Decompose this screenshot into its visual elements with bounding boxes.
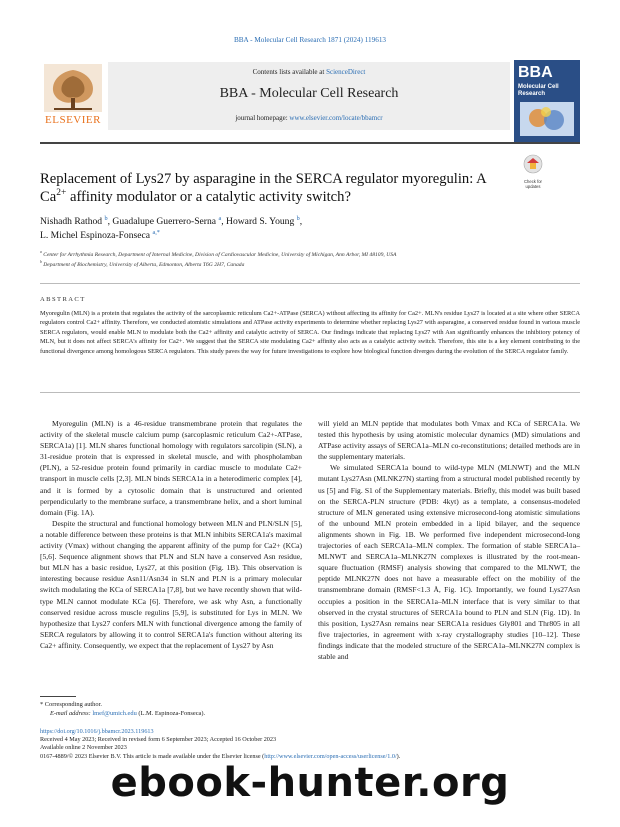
author-list xyxy=(40,215,520,243)
doi-link[interactable]: https://doi.org/10.1016/j.bbamcr.2023.119613 xyxy=(40,728,154,735)
elsevier-wordmark: ELSEVIER xyxy=(45,114,101,126)
affiliation-b-text: Department of Biochemistry, University of Alberta, Edmonton, Alberta T6G 2H7, Canada xyxy=(43,262,245,268)
license-link[interactable]: http://www.elsevier.com/open-access/userlicense/1.0/ xyxy=(264,752,397,760)
cover-subtitle-line1: Molecular Cell xyxy=(518,84,559,90)
email-note xyxy=(50,710,350,717)
body-paragraph: We simulated SERCA1a bound to wild-type MLN (MLNWT) and the MLN mutant Lys27Asn (MLNK27N) starting from a structural model published recently by us [5] and Fig. S1 of the Supplementary materials. Briefly, this model was built based on the SERCA-PLN structure (PDB: 4kyt) as a template, a consensus-modeled structure of MLN generated using extensive microsecond-long atomistic simulations of the unbound MLN protein embedded in a lipid bilayer, and the sequence alignments shown in Fig. 1B. We performed five independent microsecond-long trajectories of each SERCA1a–MLN complex. The formation of stable SERCA1a–MLNWT and SERCA1a–MLNK27N complexes is illustrated by the root-mean-square fluctuation (RMSF) analysis showing that compared to the MLNWT, the peptide MLNK27N does not have a measurable effect on the mobility of the transmembrane domain (RMSF<1.3 Å, Fig. 1C). Importantly, we found Lys27Asn occupies a position in the SERCA1a–MLN interface that is very similar to that observed in the crystal structures of SERCA1a bound to PLN and SLN (Fig. 1D). In this position, Lys27Asn remains near SERCA1a residues Gly801 and Thr805 in all five trajectories, in agreement with x-ray crystallography studies [10–12]. These findings indicate that the modeled structure of the SERCA1a–MLNK27N complex is stable and xyxy=(318,463,580,661)
sciencedirect-link[interactable]: ScienceDirect xyxy=(326,68,366,76)
author-affil-mark[interactable]: b xyxy=(104,214,108,222)
abstract-bottom-rule xyxy=(40,392,580,393)
title-ca-charge: 2+ xyxy=(56,188,67,199)
title-ca: Ca xyxy=(40,189,57,205)
author-name[interactable]: Howard S. Young xyxy=(226,216,295,227)
email-link[interactable]: lmef@umich.edu xyxy=(92,710,137,717)
authors-line-2 xyxy=(40,229,520,243)
author-name[interactable]: L. Michel Espinoza-Fonseca xyxy=(40,230,151,241)
abstract-text: Myoregulin (MLN) is a protein that regulates the activity of the sarcoplasmic reticulum Ca2+-ATPase (SERCA) without affecting its affinity for Ca2+. MLN's residue Lys27 is located at a site where other SERCA regulators control Ca2+ affinity. Therefore, we conducted atomistic simulations and ATPase activity experiments to determine whether replacing Lys27 with asparagine, a conserved residue found in various muscle SERCA regulators, would enable MLN to modulate both the Ca2+ affinity and catalytic activity of SERCA. Our findings indicate that replacing Lys27 with Asn significantly enhances the inhibitory potency of MLN, but it does not affect SERCA's affinity for Ca2+. We suggest that the SERCA site modulating Ca2+ affinity also acts as a catalytic activity switch. Therefore, this site is a key element contributing to the functional divergence among homologous SERCA regulators. This study paves the way for future investigations to explore how biological function diverges during the evolution of the SERCA regulator family. xyxy=(40,310,580,355)
license-prefix: 0167-4889/© 2023 Elsevier B.V. This article is made available under the Elsevier license ( xyxy=(40,752,265,760)
body-paragraph: Myoregulin (MLN) is a 46-residue transmembrane protein that regulates the activity of the skeletal muscle calcium pump (sarcoplasmic reticulum Ca2+-ATPase, SERCA1a) [1]. MLN shares functional homology with regulators sarcolipin (SLN), a 31-residue protein that is expressed in skeletal muscle, and with phospholamban (PLN), a 52-residue protein found primarily in cardiac muscle to modulate Ca2+ transport in muscle cells [2,3]. MLN binds SERCA1a in a heterodimeric complex [4], and it is formed by a cytosolic domain that is unstructured and oriented perpendicularly to the membrane surface, a transmembrane helix, and a short luminal domain (Fig. 1A). xyxy=(40,419,302,517)
homepage-link[interactable]: www.elsevier.com/locate/bbamcr xyxy=(289,114,383,122)
journal-name: BBA - Molecular Cell Research xyxy=(219,86,399,101)
affiliation-b: $^b$ Department of Biochemistry, University of Alberta, Edmonton, Alberta T6G 2H7, Canada xyxy=(40,260,245,268)
running-head[interactable]: BBA - Molecular Cell Research 1871 (2024) 119613 xyxy=(233,36,387,44)
title-line-2 xyxy=(40,188,510,206)
body-column-right xyxy=(318,418,580,662)
body-paragraph: Despite the structural and functional homology between MLN and PLN/SLN [5], a notable difference between these proteins is that MLN inhibits SERCA1a's maximal activity (Vmax) without changing the apparent affinity of the pump for Ca2+ (KCa) [5,6]. Sequence alignment shows that PLN and SLN have a conserved Asn residue, but MLN has a basic residue, Lys27, at this position (Fig. 1B). This observation is interesting because residue Asn11/Asn34 in SLN and PLN is a primary molecular switch modulating the KCa of SERCA1a [7,8], but we have recently shown that wild-type MLN cannot modulate KCa [6]. Therefore, we ask why Asn, a functionally conserved residue across muscle regulins [5,9], is substituted for Lys in MLN. We hypothesize that Lys27 confers MLN with functional divergence among the family of SERCA regulators by allowing it to control SERCA1a's function without altering its Ca2+ affinity. Consequently, we expect that the replacement of Lys27 by Asn xyxy=(40,518,302,650)
author-affil-mark[interactable]: b xyxy=(296,214,300,222)
footnote-rule xyxy=(40,696,76,697)
available-online: Available online 2 November 2023 xyxy=(40,744,127,752)
received-dates: Received 4 May 2023; Received in revised form 6 September 2023; Accepted 16 October 2023 xyxy=(40,736,277,744)
email-label: E-mail address: xyxy=(50,710,93,717)
cover-graphic-icon xyxy=(520,102,574,136)
elsevier-logo xyxy=(40,62,106,130)
cover-subtitle-line2: Research xyxy=(518,91,546,97)
cover-image xyxy=(520,102,574,136)
affiliation-a: $^a$ Center for Arrhythmia Research, Department of Internal Medicine, Division of Cardiovascular Medicine, University of Michigan, Ann Arbor, MI 48109, USA xyxy=(40,250,397,258)
title-line-2-rest: affinity modulator or a catalytic activity switch? xyxy=(66,189,351,205)
watermark: ebook-hunter.org xyxy=(110,760,510,806)
article-meta xyxy=(40,728,600,761)
check-updates-icon xyxy=(518,154,548,174)
body-paragraph: will yield an MLN peptide that modulates both Vmax and KCa of SERCA1a. We tested this hypothesis by using atomistic molecular dynamics (MD) simulations and ATPase activity assays of SERCA1a–MLN co-reconstitutions; detailed methods are in the supplementary materials. xyxy=(318,419,580,462)
author-name[interactable]: Guadalupe Guerrero-Serna xyxy=(112,216,217,227)
author-name[interactable]: Nishadh Rathod xyxy=(40,216,103,227)
cover-subtitle xyxy=(518,84,576,98)
check-updates-line1: Check for xyxy=(524,179,542,184)
contents-prefix: Contents lists available at xyxy=(252,68,327,76)
abstract-top-rule xyxy=(40,283,580,284)
check-updates-line2: updates xyxy=(525,184,541,189)
title-line-1: Replacement of Lys27 by asparagine in the SERCA regulator myoregulin: A xyxy=(40,171,487,187)
journal-masthead xyxy=(40,62,580,130)
email-suffix: (L.M. Espinoza-Fonseca). xyxy=(136,710,206,717)
journal-cover[interactable] xyxy=(514,60,580,142)
journal-homepage-line xyxy=(108,114,510,122)
license-suffix: ). xyxy=(396,752,401,760)
author-affil-mark[interactable]: a,* xyxy=(152,228,160,236)
check-updates-text xyxy=(518,179,548,189)
authors-line-1: Nishadh Rathod $^b$, Guadalupe Guerrero-Serna $^a$, Howard S. Young $^b$, xyxy=(40,214,303,227)
cover-title: BBA xyxy=(518,64,553,81)
contents-line xyxy=(108,68,510,76)
abstract-heading: ABSTRACT xyxy=(40,296,86,303)
affiliation-a-text: Center for Arrhythmia Research, Department of Internal Medicine, Division of Cardiovascular Medicine, University of Michigan, Ann Arbor, MI 48109, USA xyxy=(43,252,397,258)
homepage-prefix: journal homepage: xyxy=(235,114,290,122)
corresponding-author-note: * Corresponding author. xyxy=(40,701,102,708)
journal-info-box xyxy=(108,62,510,130)
check-for-updates-badge[interactable] xyxy=(518,154,548,189)
body-column-left xyxy=(40,418,302,651)
masthead-rule xyxy=(40,142,580,144)
article-title xyxy=(40,170,510,206)
author-affil-mark[interactable]: a xyxy=(218,214,222,222)
